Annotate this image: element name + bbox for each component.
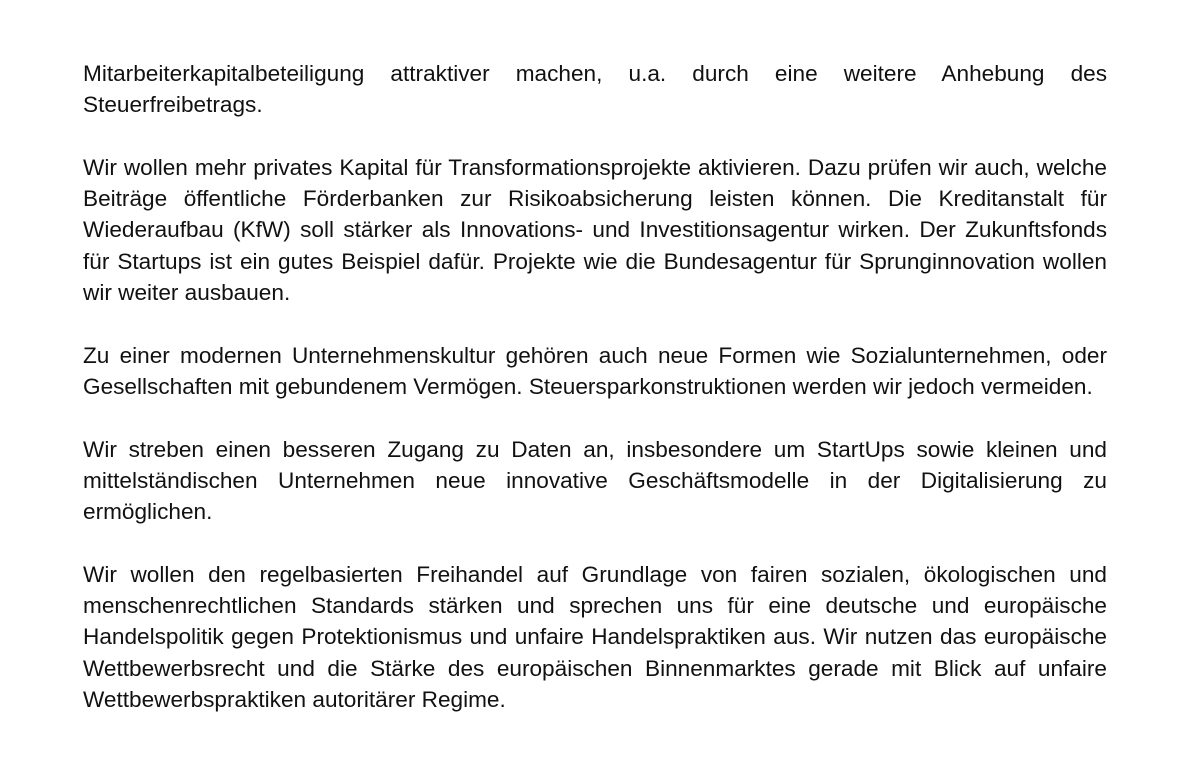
paragraph-corporate-culture: Zu einer modernen Unternehmenskultur gehören auch neue Formen wie Sozialunternehmen, oder Gesellschaften mit gebundenem Vermögen. Steuersparkonstruktionen werden wir jedoch vermeiden.	[83, 342, 1107, 399]
paragraph-spacer	[83, 121, 1107, 152]
paragraph-employee-capital-participation: Mitarbeiterkapitalbeteiligung attraktiver machen, u.a. durch eine weitere Anhebung des Steuerfreibetrags.	[83, 61, 1107, 118]
paragraph-spacer	[83, 527, 1107, 558]
paragraph-free-trade: Wir wollen den regelbasierten Freihandel auf Grundlage von fairen sozialen, ökologischen und menschenrechtlichen Standards stärken und sprechen uns für eine deutsche und europäische Handelspolitik gegen Protektionismus und unfaire Handelspraktiken aus. Wir nutzen das europäische Wettbewerbsrecht und die Stärke des europäischen Binnenmarktes gerade mit Blick auf unfaire Wettbewerbspraktiken autoritärer Regime.	[83, 561, 1107, 712]
paragraph-private-capital: Wir wollen mehr privates Kapital für Transformationsprojekte aktivieren. Dazu prüfen wir auch, welche Beiträge öffentliche Förderbanken zur Risikoabsicherung leisten können. Die Kreditanstalt für Wiederaufbau (KfW) soll stärker als Innovations- und Investitionsagentur wirken. Der Zukunftsfonds für Startups ist ein gutes Beispiel dafür. Projekte wie die Bundesagentur für Sprunginnovation wollen wir weiter ausbauen.	[83, 154, 1107, 306]
paragraph-spacer	[83, 402, 1107, 433]
paragraph-data-access: Wir streben einen besseren Zugang zu Daten an, insbesondere um StartUps sowie kleinen und mittelständischen Unternehmen neue innovative Geschäftsmodelle in der Digitalisierung zu ermöglichen.	[83, 436, 1107, 525]
document-page	[83, 58, 1107, 715]
paragraph-spacer	[83, 308, 1107, 339]
